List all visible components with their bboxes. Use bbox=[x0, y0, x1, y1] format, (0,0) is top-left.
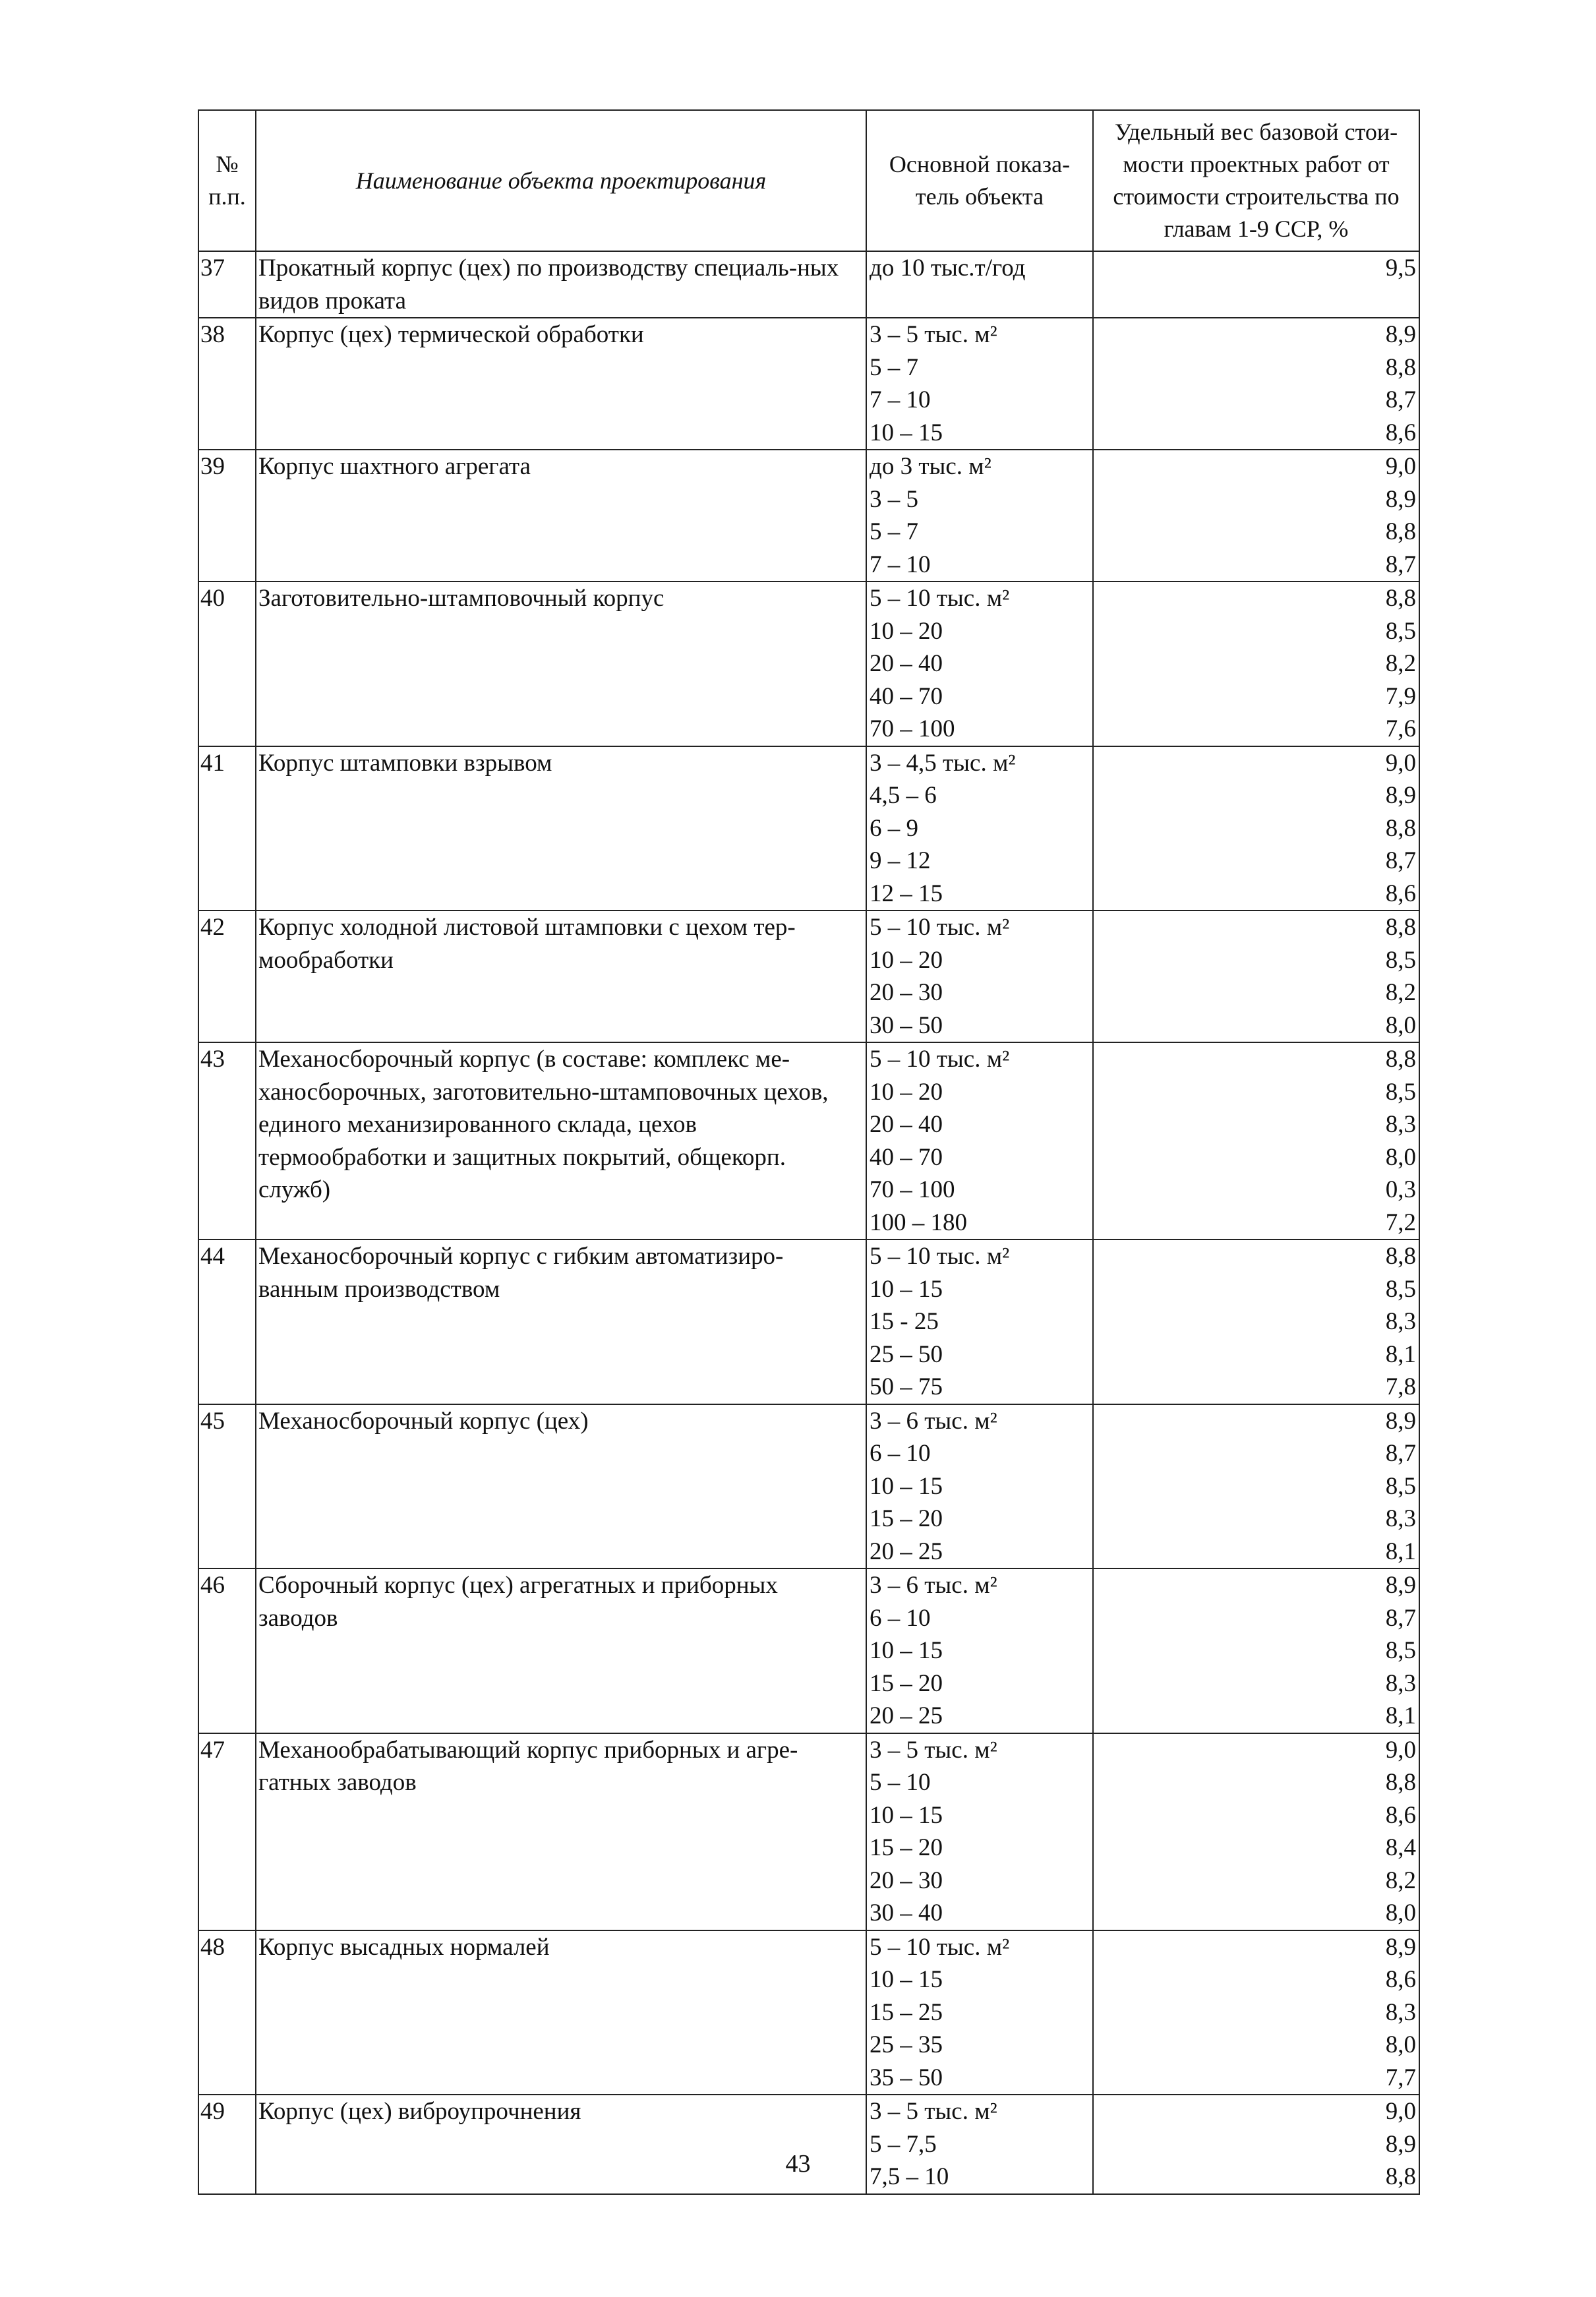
indicator-range: 5 – 7,5 bbox=[870, 2130, 937, 2158]
indicator-range: 30 – 50 bbox=[870, 1011, 943, 1039]
value-cell bbox=[1093, 582, 1419, 746]
share-value: 8,8 bbox=[1385, 1046, 1416, 1073]
indicator-range: 40 – 70 bbox=[870, 1143, 943, 1171]
indicator-range: 3 – 6 тыс. м² bbox=[870, 1407, 997, 1435]
indicator-cell bbox=[866, 582, 1093, 746]
indicator-range: 3 – 6 тыс. м² bbox=[870, 1572, 997, 1599]
object-name: Механосборочный корпус (цех) bbox=[256, 1404, 866, 1569]
indicator-range: до 10 тыс.т/год bbox=[870, 254, 1026, 282]
table-row bbox=[198, 910, 1419, 1042]
header-num: № п.п. bbox=[198, 110, 256, 251]
share-value: 8,8 bbox=[1385, 2163, 1416, 2190]
indicator-range: 20 – 25 bbox=[870, 1537, 943, 1565]
share-value: 8,0 bbox=[1385, 1143, 1416, 1171]
value-cell bbox=[1093, 1930, 1419, 2095]
share-value: 8,6 bbox=[1385, 1966, 1416, 1993]
table-row bbox=[198, 746, 1419, 911]
share-value: 8,8 bbox=[1385, 1769, 1416, 1796]
indicator-range: 10 – 15 bbox=[870, 1801, 943, 1829]
table-row bbox=[198, 1042, 1419, 1239]
indicator-cell bbox=[866, 746, 1093, 911]
value-cell bbox=[1093, 318, 1419, 450]
indicator-range: 70 – 100 bbox=[870, 715, 955, 742]
value-cell bbox=[1093, 2095, 1419, 2194]
share-value: 8,6 bbox=[1385, 1801, 1416, 1829]
object-name: Механосборочный корпус (в составе: комплекс ме-ханосборочных, заготовительно-штамповочных цехов, единого механизированного склада, цехов термообработки и защитных покрытий, общекорп. служб) bbox=[256, 1042, 866, 1239]
indicator-cell bbox=[866, 1568, 1093, 1733]
indicator-range: 5 – 10 bbox=[870, 1769, 931, 1796]
indicator-range: 5 – 10 тыс. м² bbox=[870, 585, 1010, 612]
share-value: 8,9 bbox=[1385, 782, 1416, 809]
value-cell bbox=[1093, 1733, 1419, 1930]
table-row bbox=[198, 1930, 1419, 2095]
share-value: 8,9 bbox=[1385, 2130, 1416, 2158]
table-row bbox=[198, 1404, 1419, 1569]
share-value: 8,0 bbox=[1385, 1011, 1416, 1039]
share-value: 8,2 bbox=[1385, 1866, 1416, 1894]
norms-table bbox=[198, 109, 1420, 2195]
indicator-range: 10 – 15 bbox=[870, 1966, 943, 1993]
indicator-range: 3 – 5 тыс. м² bbox=[870, 321, 997, 348]
indicator-range: 5 – 7 bbox=[870, 518, 918, 545]
indicator-range: 100 – 180 bbox=[870, 1208, 967, 1236]
share-value: 7,2 bbox=[1385, 1208, 1416, 1236]
row-number: 42 bbox=[198, 910, 256, 1042]
indicator-range: 25 – 50 bbox=[870, 1340, 943, 1368]
indicator-range: 4,5 – 6 bbox=[870, 782, 937, 809]
share-value: 8,5 bbox=[1385, 1275, 1416, 1303]
share-value: 7,9 bbox=[1385, 682, 1416, 710]
indicator-range: 12 – 15 bbox=[870, 880, 943, 907]
indicator-range: 6 – 10 bbox=[870, 1604, 931, 1632]
share-value: 8,3 bbox=[1385, 1669, 1416, 1697]
share-value: 8,5 bbox=[1385, 946, 1416, 974]
indicator-cell bbox=[866, 2095, 1093, 2194]
share-value: 8,8 bbox=[1385, 518, 1416, 545]
page-number: 43 bbox=[785, 2150, 811, 2178]
table-row bbox=[198, 1239, 1419, 1404]
indicator-range: 50 – 75 bbox=[870, 1373, 943, 1400]
table-header-row bbox=[198, 110, 1419, 251]
share-value: 8,7 bbox=[1385, 551, 1416, 578]
indicator-range: 5 – 10 тыс. м² bbox=[870, 1933, 1010, 1961]
indicator-range: 20 – 30 bbox=[870, 1866, 943, 1894]
share-value: 9,0 bbox=[1385, 1736, 1416, 1764]
share-value: 8,8 bbox=[1385, 914, 1416, 941]
indicator-range: до 3 тыс. м² bbox=[870, 453, 991, 480]
indicator-cell bbox=[866, 318, 1093, 450]
share-value: 8,2 bbox=[1385, 979, 1416, 1006]
indicator-cell bbox=[866, 1733, 1093, 1930]
indicator-cell bbox=[866, 251, 1093, 318]
indicator-range: 9 – 12 bbox=[870, 847, 931, 874]
indicator-range: 10 – 20 bbox=[870, 617, 943, 645]
share-value: 9,0 bbox=[1385, 2098, 1416, 2125]
row-number: 47 bbox=[198, 1733, 256, 1930]
share-value: 7,6 bbox=[1385, 715, 1416, 742]
share-value: 8,2 bbox=[1385, 650, 1416, 677]
table-body bbox=[198, 251, 1419, 2194]
share-value: 8,5 bbox=[1385, 1078, 1416, 1106]
share-value: 7,7 bbox=[1385, 2064, 1416, 2091]
table-row bbox=[198, 1733, 1419, 1930]
value-cell bbox=[1093, 1568, 1419, 1733]
indicator-cell bbox=[866, 1239, 1093, 1404]
object-name: Корпус (цех) термической обработки bbox=[256, 318, 866, 450]
share-value: 8,1 bbox=[1385, 1340, 1416, 1368]
row-number: 41 bbox=[198, 746, 256, 911]
share-value: 8,8 bbox=[1385, 585, 1416, 612]
share-value: 8,8 bbox=[1385, 814, 1416, 842]
object-name: Механообрабатывающий корпус приборных и агре-гатных заводов bbox=[256, 1733, 866, 1930]
value-cell bbox=[1093, 1042, 1419, 1239]
share-value: 8,9 bbox=[1385, 1572, 1416, 1599]
table-row bbox=[198, 582, 1419, 746]
object-name: Корпус штамповки взрывом bbox=[256, 746, 866, 911]
indicator-range: 30 – 40 bbox=[870, 1899, 943, 1926]
indicator-range: 5 – 10 тыс. м² bbox=[870, 1046, 1010, 1073]
value-cell bbox=[1093, 450, 1419, 582]
indicator-cell bbox=[866, 1404, 1093, 1569]
share-value: 8,3 bbox=[1385, 1111, 1416, 1138]
row-number: 40 bbox=[198, 582, 256, 746]
share-value: 0,3 bbox=[1385, 1176, 1416, 1203]
table-row bbox=[198, 2095, 1419, 2194]
indicator-range: 20 – 40 bbox=[870, 1111, 943, 1138]
share-value: 8,5 bbox=[1385, 1472, 1416, 1500]
value-cell bbox=[1093, 1239, 1419, 1404]
indicator-range: 5 – 10 тыс. м² bbox=[870, 914, 1010, 941]
indicator-range: 15 – 20 bbox=[870, 1669, 943, 1697]
object-name: Корпус высадных нормалей bbox=[256, 1930, 866, 2095]
row-number: 43 bbox=[198, 1042, 256, 1239]
share-value: 9,5 bbox=[1385, 254, 1416, 282]
share-value: 8,3 bbox=[1385, 1505, 1416, 1532]
share-value: 8,7 bbox=[1385, 1604, 1416, 1632]
indicator-range: 25 – 35 bbox=[870, 2031, 943, 2058]
object-name: Механосборочный корпус с гибким автоматизиро-ванным производством bbox=[256, 1239, 866, 1404]
share-value: 8,8 bbox=[1385, 1243, 1416, 1270]
object-name: Корпус (цех) виброупрочнения bbox=[256, 2095, 866, 2194]
share-value: 7,8 bbox=[1385, 1373, 1416, 1400]
indicator-range: 15 – 20 bbox=[870, 1834, 943, 1861]
indicator-range: 10 – 20 bbox=[870, 946, 943, 974]
indicator-range: 7 – 10 bbox=[870, 551, 931, 578]
value-cell bbox=[1093, 910, 1419, 1042]
share-value: 8,7 bbox=[1385, 386, 1416, 413]
share-value: 8,1 bbox=[1385, 1537, 1416, 1565]
share-value: 8,3 bbox=[1385, 1998, 1416, 2026]
share-value: 8,8 bbox=[1385, 353, 1416, 381]
indicator-cell bbox=[866, 1042, 1093, 1239]
indicator-range: 15 – 25 bbox=[870, 1998, 943, 2026]
indicator-cell bbox=[866, 1930, 1093, 2095]
table-row bbox=[198, 450, 1419, 582]
object-name: Заготовительно-штамповочный корпус bbox=[256, 582, 866, 746]
share-value: 8,0 bbox=[1385, 1899, 1416, 1926]
value-cell bbox=[1093, 1404, 1419, 1569]
indicator-range: 3 – 5 тыс. м² bbox=[870, 2098, 997, 2125]
indicator-range: 3 – 5 тыс. м² bbox=[870, 1736, 997, 1764]
share-value: 8,9 bbox=[1385, 485, 1416, 513]
row-number: 39 bbox=[198, 450, 256, 582]
indicator-range: 5 – 10 тыс. м² bbox=[870, 1243, 1010, 1270]
indicator-range: 6 – 10 bbox=[870, 1440, 931, 1467]
table-row bbox=[198, 251, 1419, 318]
share-value: 8,9 bbox=[1385, 321, 1416, 348]
indicator-range: 40 – 70 bbox=[870, 682, 943, 710]
indicator-range: 10 – 15 bbox=[870, 1472, 943, 1500]
indicator-range: 10 – 20 bbox=[870, 1078, 943, 1106]
share-value: 8,6 bbox=[1385, 880, 1416, 907]
indicator-range: 20 – 25 bbox=[870, 1702, 943, 1729]
indicator-range: 70 – 100 bbox=[870, 1176, 955, 1203]
indicator-range: 20 – 40 bbox=[870, 650, 943, 677]
value-cell bbox=[1093, 746, 1419, 911]
value-cell bbox=[1093, 251, 1419, 318]
indicator-range: 15 – 20 bbox=[870, 1505, 943, 1532]
share-value: 8,6 bbox=[1385, 419, 1416, 446]
share-value: 8,7 bbox=[1385, 847, 1416, 874]
header-indicator: Основной показа-тель объекта bbox=[866, 110, 1093, 251]
table-row bbox=[198, 1568, 1419, 1733]
header-name: Наименование объекта проектирования bbox=[256, 110, 866, 251]
indicator-range: 10 – 15 bbox=[870, 1637, 943, 1664]
share-value: 8,1 bbox=[1385, 1702, 1416, 1729]
row-number: 49 bbox=[198, 2095, 256, 2194]
share-value: 9,0 bbox=[1385, 749, 1416, 777]
indicator-range: 6 – 9 bbox=[870, 814, 918, 842]
indicator-range: 35 – 50 bbox=[870, 2064, 943, 2091]
share-value: 8,5 bbox=[1385, 1637, 1416, 1664]
indicator-range: 3 – 5 bbox=[870, 485, 918, 513]
indicator-range: 20 – 30 bbox=[870, 979, 943, 1006]
indicator-range: 7 – 10 bbox=[870, 386, 931, 413]
indicator-range: 5 – 7 bbox=[870, 353, 918, 381]
share-value: 9,0 bbox=[1385, 453, 1416, 480]
share-value: 8,0 bbox=[1385, 2031, 1416, 2058]
share-value: 8,9 bbox=[1385, 1407, 1416, 1435]
object-name: Корпус шахтного агрегата bbox=[256, 450, 866, 582]
share-value: 8,9 bbox=[1385, 1933, 1416, 1961]
indicator-range: 10 – 15 bbox=[870, 1275, 943, 1303]
row-number: 38 bbox=[198, 318, 256, 450]
row-number: 48 bbox=[198, 1930, 256, 2095]
share-value: 8,3 bbox=[1385, 1308, 1416, 1335]
row-number: 37 bbox=[198, 251, 256, 318]
row-number: 44 bbox=[198, 1239, 256, 1404]
row-number: 45 bbox=[198, 1404, 256, 1569]
header-value: Удельный вес базовой стои-мости проектных работ от стоимости строительства по главам 1-9 ССР, % bbox=[1093, 110, 1419, 251]
row-number: 46 bbox=[198, 1568, 256, 1733]
indicator-cell bbox=[866, 910, 1093, 1042]
share-value: 8,7 bbox=[1385, 1440, 1416, 1467]
object-name: Сборочный корпус (цех) агрегатных и приборных заводов bbox=[256, 1568, 866, 1733]
table-row bbox=[198, 318, 1419, 450]
indicator-range: 10 – 15 bbox=[870, 419, 943, 446]
indicator-range: 3 – 4,5 тыс. м² bbox=[870, 749, 1016, 777]
share-value: 8,4 bbox=[1385, 1834, 1416, 1861]
indicator-range: 15 - 25 bbox=[870, 1308, 939, 1335]
object-name: Корпус холодной листовой штамповки с цехом тер-мообработки bbox=[256, 910, 866, 1042]
indicator-range: 7,5 – 10 bbox=[870, 2163, 949, 2190]
object-name: Прокатный корпус (цех) по производству специаль-ных видов проката bbox=[256, 251, 866, 318]
indicator-cell bbox=[866, 450, 1093, 582]
share-value: 8,5 bbox=[1385, 617, 1416, 645]
